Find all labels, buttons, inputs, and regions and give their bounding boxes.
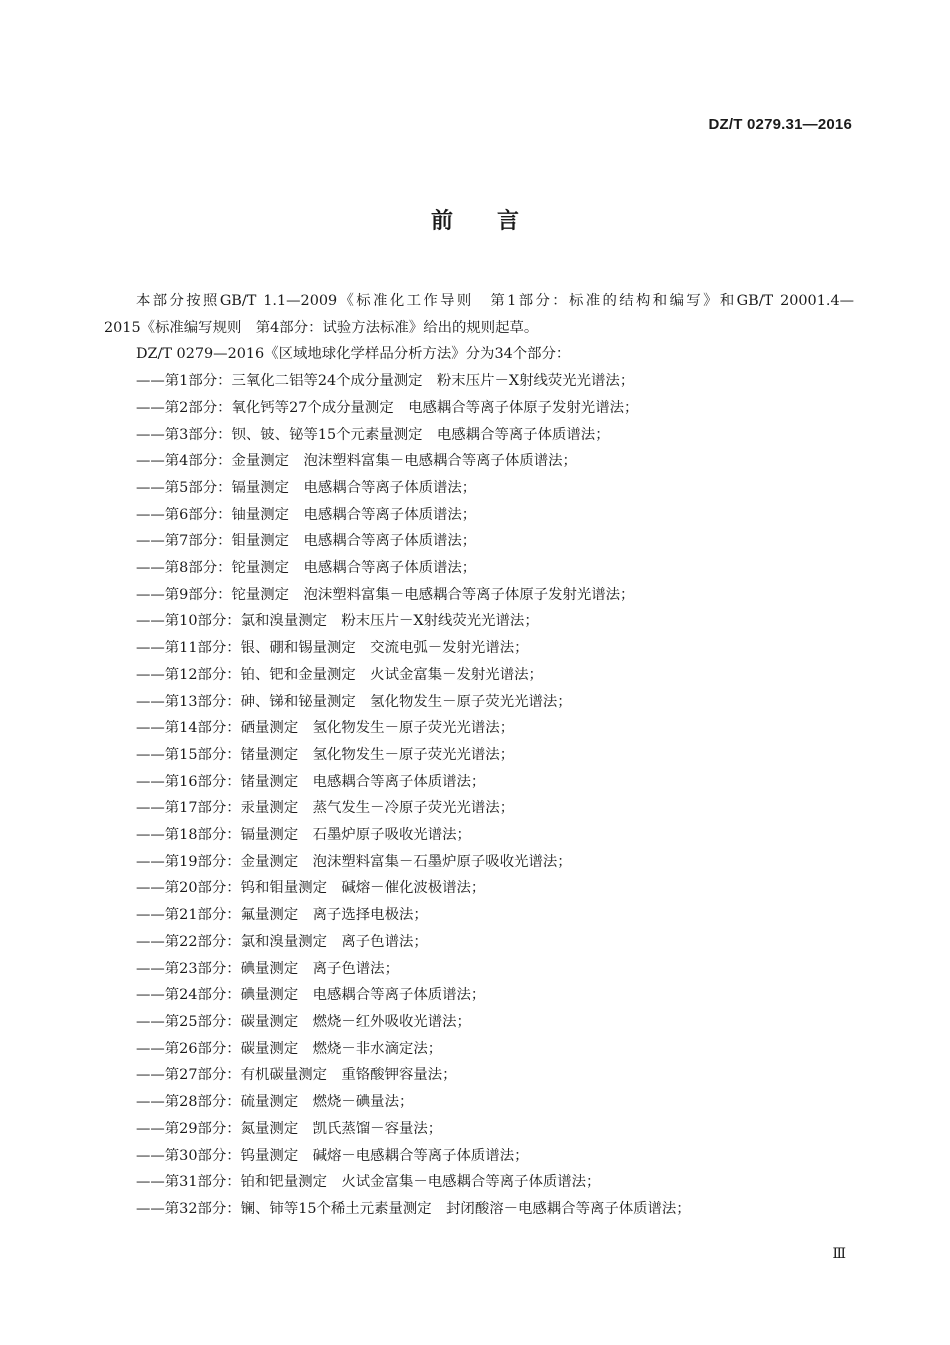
standard-number-header: DZ/T 0279.31—2016 — [708, 116, 852, 133]
intro-paragraph: DZ/T 0279—2016《区域地球化学样品分析方法》分为34个部分： — [136, 346, 571, 363]
page-number: Ⅲ — [832, 1246, 846, 1262]
foreword-body — [104, 288, 854, 1223]
intro-paragraph-line: 本部分按照GB/T 1.1—2009《标准化工作导则 第1部分：标准的结构和编写》和GB/T 20001.4— — [136, 293, 854, 309]
list-item: ——第28部分：硫量测定 燃烧－碘量法； — [136, 1094, 414, 1111]
intro-paragraph-line: 2015《标准编写规则 第4部分：试验方法标准》给出的规则起草。 — [104, 319, 539, 336]
list-item: ——第19部分：金量测定 泡沫塑料富集－石墨炉原子吸收光谱法； — [136, 853, 572, 870]
list-item: ——第13部分：砷、锑和铋量测定 氢化物发生－原子荧光光谱法； — [136, 693, 572, 710]
list-item: ——第23部分：碘量测定 离子色谱法； — [136, 960, 399, 977]
list-item: ——第6部分：铀量测定 电感耦合等离子体质谱法； — [136, 506, 477, 523]
parts-list — [104, 368, 854, 1223]
list-item: ——第11部分：银、硼和锡量测定 交流电弧－发射光谱法； — [136, 640, 529, 657]
list-item: ——第8部分：铊量测定 电感耦合等离子体质谱法； — [136, 560, 477, 577]
list-item: ——第30部分：钨量测定 碱熔－电感耦合等离子体质谱法； — [136, 1147, 529, 1164]
list-item: ——第5部分：镉量测定 电感耦合等离子体质谱法； — [136, 479, 477, 496]
list-item: ——第4部分：金量测定 泡沫塑料富集－电感耦合等离子体质谱法； — [136, 453, 577, 470]
list-item: ——第31部分：铂和钯量测定 火试金富集－电感耦合等离子体质谱法； — [136, 1174, 601, 1191]
list-item: ——第3部分：钡、铍、铋等15个元素量测定 电感耦合等离子体质谱法； — [136, 426, 610, 443]
list-item: ——第26部分：碳量测定 燃烧－非水滴定法； — [136, 1040, 443, 1057]
list-item: ——第10部分：氯和溴量测定 粉末压片－X射线荧光光谱法； — [136, 613, 539, 630]
list-item: ——第12部分：铂、钯和金量测定 火试金富集－发射光谱法； — [136, 666, 543, 683]
page-title: 前言 — [430, 209, 563, 234]
list-item: ——第9部分：铊量测定 泡沫塑料富集－电感耦合等离子体原子发射光谱法； — [136, 586, 635, 603]
list-item: ——第29部分：氮量测定 凯氏蒸馏－容量法； — [136, 1120, 443, 1137]
list-item: ——第14部分：硒量测定 氢化物发生－原子荧光光谱法； — [136, 720, 515, 737]
list-item: ——第1部分：三氧化二铝等24个成分量测定 粉末压片－X射线荧光光谱法； — [136, 373, 635, 390]
list-item: ——第7部分：钼量测定 电感耦合等离子体质谱法； — [136, 533, 477, 550]
list-item: ——第27部分：有机碳量测定 重铬酸钾容量法； — [136, 1067, 457, 1084]
list-item: ——第25部分：碳量测定 燃烧－红外吸收光谱法； — [136, 1013, 471, 1030]
list-item: ——第22部分：氯和溴量测定 离子色谱法； — [136, 933, 428, 950]
list-item: ——第32部分：镧、铈等15个稀土元素量测定 封闭酸溶－电感耦合等离子体质谱法； — [136, 1200, 691, 1217]
list-item: ——第24部分：碘量测定 电感耦合等离子体质谱法； — [136, 987, 486, 1004]
list-item: ——第15部分：锗量测定 氢化物发生－原子荧光光谱法； — [136, 746, 515, 763]
list-item: ——第20部分：钨和钼量测定 碱熔－催化波极谱法； — [136, 880, 486, 897]
list-item: ——第16部分：锗量测定 电感耦合等离子体质谱法； — [136, 773, 486, 790]
list-item: ——第2部分：氧化钙等27个成分量测定 电感耦合等离子体原子发射光谱法； — [136, 399, 639, 416]
list-item: ——第18部分：镉量测定 石墨炉原子吸收光谱法； — [136, 827, 471, 844]
list-item: ——第17部分：汞量测定 蒸气发生－冷原子荧光光谱法； — [136, 800, 515, 817]
list-item: ——第21部分：氟量测定 离子选择电极法； — [136, 907, 428, 924]
